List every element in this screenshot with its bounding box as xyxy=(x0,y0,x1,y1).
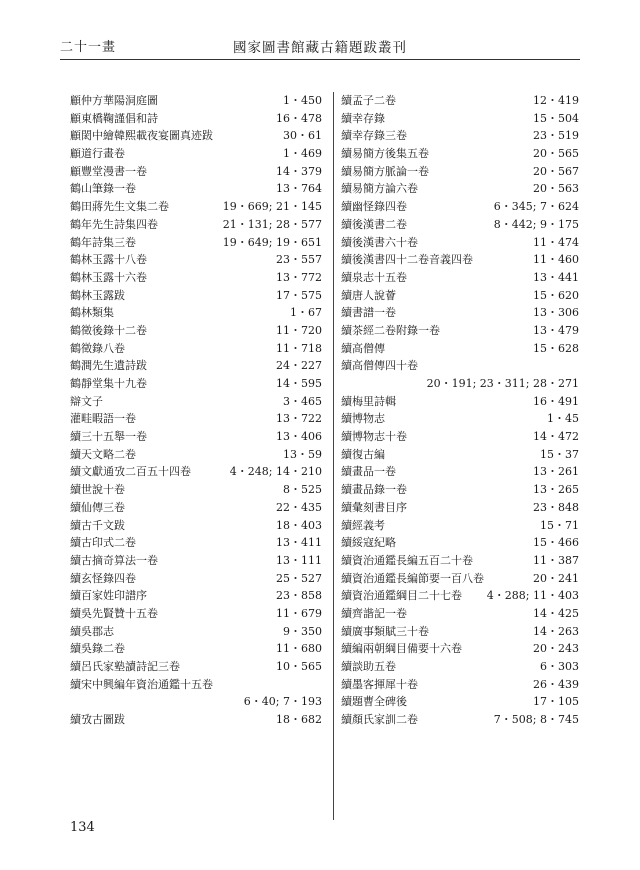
index-entry xyxy=(70,198,322,216)
entry-reference: 20・191; 23・311; 28・271 xyxy=(426,377,579,390)
entry-reference: 15・466 xyxy=(533,536,579,550)
entry-title: 續畫品錄一卷 xyxy=(341,483,407,497)
entry-title: 顧仲方華陽洞庭圖 xyxy=(70,94,158,107)
index-entry xyxy=(341,251,579,269)
entry-title: 鶴靜堂集十九卷 xyxy=(70,377,147,390)
entry-reference: 16・478 xyxy=(276,111,322,125)
index-entry xyxy=(341,269,579,287)
entry-reference: 18・403 xyxy=(276,518,322,532)
index-entry xyxy=(341,463,579,481)
entry-title: 續顏氏家訓二卷 xyxy=(341,713,418,727)
index-entry xyxy=(341,552,579,570)
entry-reference: 12・419 xyxy=(533,94,579,107)
entry-title: 續攷古圖跋 xyxy=(70,713,125,727)
entry-reference: 15・628 xyxy=(533,341,579,355)
entry-reference: 13・406 xyxy=(276,430,322,444)
entry-title: 續編兩朝綱目備要十六卷 xyxy=(341,642,462,656)
entry-title: 續後漢書二卷 xyxy=(341,217,407,231)
entry-reference: 11・474 xyxy=(533,235,579,249)
header-rule xyxy=(60,59,580,60)
index-entry xyxy=(70,446,322,464)
entry-reference: 13・306 xyxy=(533,306,579,320)
index-entry xyxy=(341,428,579,446)
entry-reference: 11・460 xyxy=(533,253,579,267)
index-entry xyxy=(341,640,579,658)
index-entry xyxy=(341,623,579,641)
index-entry xyxy=(70,463,322,481)
entry-reference: 20・563 xyxy=(533,182,579,196)
index-entry xyxy=(341,676,579,694)
entry-title: 續資治通鑑長編五百二十卷 xyxy=(341,553,473,567)
entry-title: 鶴林玉露十六卷 xyxy=(70,270,147,284)
entry-title: 續吳郡志 xyxy=(70,624,114,638)
entry-reference: 23・858 xyxy=(276,589,322,603)
entry-title: 續玄怪錄四卷 xyxy=(70,571,136,585)
entry-title: 鶴林類集 xyxy=(70,306,114,320)
index-entry xyxy=(341,340,579,358)
index-entry xyxy=(70,570,322,588)
entry-reference: 15・71 xyxy=(540,518,579,532)
index-entry xyxy=(70,640,322,658)
index-entry xyxy=(341,357,579,375)
entry-reference: 22・435 xyxy=(276,500,322,514)
index-entry xyxy=(341,127,579,145)
entry-title: 續唐人說薈 xyxy=(341,288,396,302)
entry-title: 鶴田蔣先生文集二卷 xyxy=(70,200,169,214)
entry-reference: 7・508; 8・745 xyxy=(493,713,579,727)
entry-title: 續齊諧記一卷 xyxy=(341,606,407,620)
entry-title: 顧閎中繪韓熙載夜宴圖真迹跋 xyxy=(70,129,213,143)
entry-reference: 11・680 xyxy=(276,642,322,656)
entry-reference: 13・111 xyxy=(276,553,322,567)
entry-title: 鶴林玉露十八卷 xyxy=(70,253,147,267)
entry-title: 鶴澗先生遺詩跋 xyxy=(70,359,147,373)
entry-reference: 1・450 xyxy=(283,94,322,107)
entry-title: 續幸存錄三卷 xyxy=(341,129,407,143)
index-entry xyxy=(341,180,579,198)
entry-reference: 6・345; 7・624 xyxy=(493,200,579,214)
entry-title: 續復古編 xyxy=(341,447,385,461)
entry-title: 續後漢書四十二卷音義四卷 xyxy=(341,253,473,267)
index-entry xyxy=(70,180,322,198)
entry-reference: 1・45 xyxy=(547,412,579,426)
entry-reference: 21・131; 28・577 xyxy=(222,217,322,231)
entry-title: 續古摘奇算法一卷 xyxy=(70,553,158,567)
entry-reference: 13・764 xyxy=(276,182,322,196)
entry-reference: 20・243 xyxy=(533,642,579,656)
index-entry xyxy=(70,375,322,393)
entry-reference: 17・575 xyxy=(276,288,322,302)
entry-title: 續泉志十五卷 xyxy=(341,270,407,284)
entry-title: 續百家姓印譜序 xyxy=(70,589,147,603)
entry-reference: 10・565 xyxy=(276,660,322,673)
index-entry xyxy=(70,623,322,641)
entry-title: 續博物志 xyxy=(341,412,385,426)
entry-reference: 13・265 xyxy=(533,483,579,497)
entry-title: 續宋中興編年資治通鑑十五卷 xyxy=(70,677,213,691)
entry-title: 續廣事類賦三十卷 xyxy=(341,624,429,638)
index-entry xyxy=(341,234,579,252)
entry-title: 續幸存錄 xyxy=(341,111,385,125)
entry-reference: 25・527 xyxy=(276,571,322,585)
index-entry xyxy=(70,127,322,145)
index-entry xyxy=(70,251,322,269)
right-index-column xyxy=(341,92,579,729)
entry-title: 續畫品一卷 xyxy=(341,465,396,479)
index-entry xyxy=(341,375,579,393)
entry-reference: 9・350 xyxy=(283,624,322,638)
entry-reference: 3・465 xyxy=(283,394,322,408)
entry-reference: 20・241 xyxy=(533,571,579,585)
entry-reference: 6・303 xyxy=(540,660,579,673)
entry-reference: 11・720 xyxy=(276,323,322,337)
entry-title: 續資治通鑑綱目二十七卷 xyxy=(341,589,462,603)
entry-title: 續梅里詩輯 xyxy=(341,394,396,408)
entry-title: 續世說十卷 xyxy=(70,483,125,497)
entry-title: 續後漢書六十卷 xyxy=(341,235,418,249)
entry-reference: 13・59 xyxy=(283,447,322,461)
entry-title: 續吳錄二卷 xyxy=(70,642,125,656)
entry-title: 續吳先賢贊十五卷 xyxy=(70,606,158,620)
index-entry xyxy=(70,428,322,446)
entry-reference: 20・567 xyxy=(533,164,579,178)
entry-title: 續墨客揮犀十卷 xyxy=(341,677,418,691)
index-entry xyxy=(70,393,322,411)
entry-title: 續古千文跋 xyxy=(70,518,125,532)
entry-title: 灌畦暇語一卷 xyxy=(70,412,136,426)
entry-title: 續博物志十卷 xyxy=(341,430,407,444)
entry-reference: 13・479 xyxy=(533,323,579,337)
entry-reference: 13・411 xyxy=(276,536,322,550)
entry-title: 顧道行畫卷 xyxy=(70,147,125,161)
entry-reference: 17・105 xyxy=(533,695,579,709)
entry-reference: 11・679 xyxy=(276,606,322,620)
entry-title: 續資治通鑑長編節要一百八卷 xyxy=(341,571,484,585)
index-entry xyxy=(341,517,579,535)
index-entry xyxy=(341,287,579,305)
entry-title: 續仙傳三卷 xyxy=(70,500,125,514)
entry-reference: 23・519 xyxy=(533,129,579,143)
entry-title: 續易簡方論六卷 xyxy=(341,182,418,196)
entry-title: 續經義考 xyxy=(341,518,385,532)
entry-reference: 11・387 xyxy=(533,553,579,567)
index-entry xyxy=(341,322,579,340)
entry-reference: 23・848 xyxy=(533,500,579,514)
entry-reference: 24・227 xyxy=(276,359,322,373)
entry-reference: 13・261 xyxy=(533,465,579,479)
index-entry xyxy=(341,304,579,322)
index-entry xyxy=(341,499,579,517)
entry-title: 顧豐堂漫書一卷 xyxy=(70,164,147,178)
entry-reference: 19・649; 19・651 xyxy=(222,235,322,249)
index-entry xyxy=(341,446,579,464)
entry-title: 鶴山筆錄一卷 xyxy=(70,182,136,196)
entry-reference: 11・718 xyxy=(276,341,322,355)
entry-reference: 15・37 xyxy=(540,447,579,461)
index-entry xyxy=(70,711,322,729)
index-entry xyxy=(70,693,322,711)
index-entry xyxy=(70,163,322,181)
column-divider xyxy=(333,92,334,820)
entry-reference: 14・379 xyxy=(276,164,322,178)
entry-reference: 13・772 xyxy=(276,270,322,284)
entry-reference: 30・61 xyxy=(283,129,322,143)
entry-reference: 13・722 xyxy=(276,412,322,426)
entry-reference: 20・565 xyxy=(533,147,579,161)
entry-title: 鶴年詩集三卷 xyxy=(70,235,136,249)
index-entry xyxy=(70,658,322,676)
index-entry xyxy=(70,676,322,694)
index-entry xyxy=(70,234,322,252)
index-entry xyxy=(70,304,322,322)
index-entry xyxy=(70,357,322,375)
book-title: 國家圖書館藏古籍題跋叢刊 xyxy=(233,40,407,56)
index-entry xyxy=(341,410,579,428)
index-entry xyxy=(341,605,579,623)
section-label: 二十一畫 xyxy=(60,40,117,55)
entry-title: 續高僧傳 xyxy=(341,341,385,355)
entry-title: 續幽怪錄四卷 xyxy=(341,200,407,214)
entry-title: 續綏寇紀略 xyxy=(341,536,396,550)
entry-reference: 15・504 xyxy=(533,111,579,125)
entry-title: 顧東橋鞠謹倡和詩 xyxy=(70,111,158,125)
entry-reference: 6・40; 7・193 xyxy=(243,695,322,709)
entry-reference: 23・557 xyxy=(276,253,322,267)
entry-title: 續天文略二卷 xyxy=(70,447,136,461)
index-entry xyxy=(70,605,322,623)
index-entry xyxy=(70,92,322,110)
entry-title: 鶴年先生詩集四卷 xyxy=(70,217,158,231)
entry-reference: 14・425 xyxy=(533,606,579,620)
index-entry xyxy=(341,658,579,676)
entry-title: 續茶經二卷附錄一卷 xyxy=(341,323,440,337)
index-entry xyxy=(341,198,579,216)
index-entry xyxy=(70,287,322,305)
left-index-column xyxy=(70,92,322,729)
index-entry xyxy=(70,517,322,535)
entry-reference: 4・288; 11・403 xyxy=(486,589,579,603)
index-entry xyxy=(341,216,579,234)
page-number: 134 xyxy=(70,820,95,835)
index-entry xyxy=(70,552,322,570)
entry-title: 續孟子二卷 xyxy=(341,94,396,107)
index-entry xyxy=(70,481,322,499)
index-entry xyxy=(341,481,579,499)
running-header xyxy=(60,34,580,60)
entry-title: 續易簡方後集五卷 xyxy=(341,147,429,161)
index-entry xyxy=(341,570,579,588)
entry-reference: 1・469 xyxy=(283,147,322,161)
index-entry xyxy=(70,145,322,163)
entry-reference: 8・442; 9・175 xyxy=(493,217,579,231)
index-entry xyxy=(341,587,579,605)
index-entry xyxy=(341,711,579,729)
entry-title: 鶴林玉露跋 xyxy=(70,288,125,302)
entry-reference: 18・682 xyxy=(276,713,322,727)
entry-title: 續文獻通攷二百五十四卷 xyxy=(70,465,191,479)
entry-title: 續三十五舉一卷 xyxy=(70,430,147,444)
entry-reference: 4・248; 14・210 xyxy=(229,465,322,479)
entry-title: 續高僧傳四十卷 xyxy=(341,359,418,373)
entry-reference: 8・525 xyxy=(283,483,322,497)
index-entry xyxy=(341,92,579,110)
entry-reference: 13・441 xyxy=(533,270,579,284)
index-entry xyxy=(70,269,322,287)
index-entry xyxy=(341,110,579,128)
entry-reference: 1・67 xyxy=(290,306,322,320)
entry-title: 續彙刻書目序 xyxy=(341,500,407,514)
entry-title: 續題曹全碑後 xyxy=(341,695,407,709)
index-entry xyxy=(70,587,322,605)
entry-reference: 26・439 xyxy=(533,677,579,691)
index-entry xyxy=(341,163,579,181)
index-entry xyxy=(70,110,322,128)
index-entry xyxy=(341,534,579,552)
entry-reference: 14・472 xyxy=(533,430,579,444)
entry-title: 續書譜一卷 xyxy=(341,306,396,320)
index-entry xyxy=(70,322,322,340)
index-entry xyxy=(341,693,579,711)
entry-title: 續呂氏家塾讀詩記三卷 xyxy=(70,660,180,673)
entry-title: 鶴徵錄八卷 xyxy=(70,341,125,355)
entry-reference: 16・491 xyxy=(533,394,579,408)
index-entry xyxy=(70,499,322,517)
entry-title: 續談助五卷 xyxy=(341,660,396,673)
entry-reference: 19・669; 21・145 xyxy=(222,200,322,214)
index-entry xyxy=(70,410,322,428)
index-entry xyxy=(70,216,322,234)
index-entry xyxy=(341,145,579,163)
entry-reference: 14・263 xyxy=(533,624,579,638)
index-entry xyxy=(70,534,322,552)
index-entry xyxy=(341,393,579,411)
entry-title: 續古印式二卷 xyxy=(70,536,136,550)
index-entry xyxy=(70,340,322,358)
entry-reference: 15・620 xyxy=(533,288,579,302)
entry-reference: 14・595 xyxy=(276,377,322,390)
entry-title: 續易簡方脈論一卷 xyxy=(341,164,429,178)
entry-title: 辯文子 xyxy=(70,394,103,408)
entry-title: 鶴徵後錄十二卷 xyxy=(70,323,147,337)
